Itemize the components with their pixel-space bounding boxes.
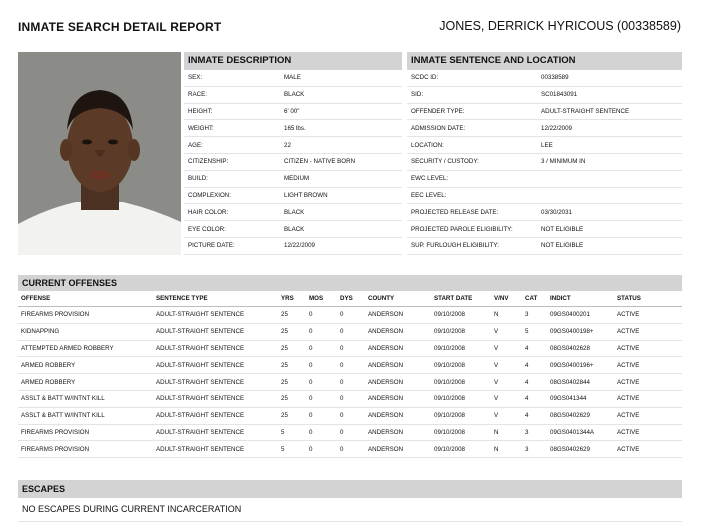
cell-years: 25	[281, 412, 288, 420]
cell-months: 0	[309, 412, 313, 420]
cell-months: 0	[309, 378, 313, 386]
cell-status: ACTIVE	[617, 311, 640, 319]
cell-offense: KIDNAPPING	[21, 328, 60, 336]
sentence-label: LOCATION:	[411, 141, 444, 149]
escapes-heading: ESCAPES	[18, 480, 682, 498]
cell-category: 4	[525, 361, 529, 369]
cell-indictment: 09GS041344	[550, 395, 587, 403]
cell-start-date: 09/10/2008	[434, 328, 465, 336]
sentence-label: ADMISSION DATE:	[411, 124, 466, 132]
sentence-row	[407, 154, 682, 171]
report-title: INMATE SEARCH DETAIL REPORT	[18, 20, 222, 34]
description-value: MEDIUM	[284, 175, 310, 183]
cell-months: 0	[309, 344, 313, 352]
column-header-sentence-type: SENTENCE TYPE	[156, 295, 208, 302]
cell-category: 4	[525, 395, 529, 403]
table-row	[18, 441, 682, 458]
current-offenses-heading: CURRENT OFFENSES	[18, 275, 682, 291]
sentence-value: SC01843091	[541, 91, 578, 99]
description-row	[184, 137, 402, 154]
cell-sentence-type: ADULT-STRAIGHT SENTENCE	[156, 445, 245, 453]
description-label: EYE COLOR:	[188, 225, 226, 233]
description-row	[184, 87, 402, 104]
sentence-label: SCDC ID:	[411, 74, 439, 82]
current-offenses-section	[18, 275, 682, 458]
cell-violent: V	[494, 344, 499, 352]
description-label: AGE:	[188, 141, 203, 149]
cell-start-date: 09/10/2008	[434, 445, 465, 453]
description-row	[184, 104, 402, 121]
cell-violent: V	[494, 395, 499, 403]
column-header-indictment: INDICT	[550, 295, 571, 302]
sentence-row	[407, 104, 682, 121]
cell-years: 25	[281, 378, 288, 386]
cell-status: ACTIVE	[617, 344, 640, 352]
description-label: CITIZENSHIP:	[188, 158, 229, 166]
cell-indictment: 09GS0400196+	[550, 361, 594, 369]
cell-county: ANDERSON	[368, 311, 404, 319]
cell-sentence-type: ADULT-STRAIGHT SENTENCE	[156, 344, 245, 352]
description-row	[184, 204, 402, 221]
sentence-label: SUP. FURLOUGH ELIGIBILITY:	[411, 242, 499, 250]
cell-status: ACTIVE	[617, 378, 640, 386]
cell-county: ANDERSON	[368, 445, 404, 453]
description-label: RACE:	[188, 91, 207, 99]
description-value: CITIZEN - NATIVE BORN	[284, 158, 356, 166]
description-value: BLACK	[284, 91, 305, 99]
sentence-label: PROJECTED PAROLE ELIGIBILITY:	[411, 225, 513, 233]
description-value: 22	[284, 141, 291, 149]
description-row	[184, 70, 402, 87]
cell-offense: FIREARMS PROVISION	[21, 445, 90, 453]
sentence-row	[407, 204, 682, 221]
table-row	[18, 425, 682, 442]
cell-days: 0	[340, 311, 344, 319]
cell-sentence-type: ADULT-STRAIGHT SENTENCE	[156, 428, 245, 436]
cell-offense: ATTEMPTED ARMED ROBBERY	[21, 344, 114, 352]
sentence-value: NOT ELIGIBLE	[541, 225, 584, 233]
cell-start-date: 09/10/2008	[434, 344, 465, 352]
sentence-row	[407, 221, 682, 238]
cell-start-date: 09/10/2008	[434, 361, 465, 369]
sentence-label: PROJECTED RELEASE DATE:	[411, 208, 499, 216]
cell-category: 4	[525, 344, 529, 352]
description-label: PICTURE DATE:	[188, 242, 235, 250]
cell-offense: FIREARMS PROVISION	[21, 311, 90, 319]
column-header-months: MOS	[309, 295, 324, 302]
cell-indictment: 08GS0402844	[550, 378, 590, 386]
description-value: BLACK	[284, 225, 305, 233]
cell-days: 0	[340, 445, 344, 453]
sentence-row	[407, 171, 682, 188]
cell-category: 4	[525, 378, 529, 386]
description-label: WEIGHT:	[188, 124, 214, 132]
cell-offense: ARMED ROBBERY	[21, 361, 76, 369]
cell-days: 0	[340, 361, 344, 369]
offenses-header-row	[18, 291, 682, 307]
sentence-value: 12/22/2009	[541, 124, 572, 132]
description-value: 6' 00"	[284, 107, 300, 115]
cell-months: 0	[309, 428, 313, 436]
cell-start-date: 09/10/2008	[434, 378, 465, 386]
cell-months: 0	[309, 395, 313, 403]
inmate-sentence-panel	[407, 52, 682, 255]
sentence-label: EWC LEVEL:	[411, 175, 449, 183]
table-row	[18, 307, 682, 324]
cell-offense: ASSLT & BATT W/INTNT KILL	[21, 395, 105, 403]
cell-status: ACTIVE	[617, 361, 640, 369]
column-header-years: YRS	[281, 295, 294, 302]
description-row	[184, 188, 402, 205]
table-row	[18, 357, 682, 374]
cell-years: 25	[281, 361, 288, 369]
cell-offense: ASSLT & BATT W/INTNT KILL	[21, 412, 105, 420]
cell-years: 5	[281, 445, 285, 453]
cell-days: 0	[340, 378, 344, 386]
cell-status: ACTIVE	[617, 328, 640, 336]
description-row	[184, 120, 402, 137]
cell-status: ACTIVE	[617, 395, 640, 403]
cell-indictment: 09GS0400201	[550, 311, 590, 319]
cell-start-date: 09/10/2008	[434, 311, 465, 319]
cell-category: 3	[525, 428, 529, 436]
cell-years: 25	[281, 328, 288, 336]
escapes-section	[18, 480, 682, 522]
description-label: HEIGHT:	[188, 107, 213, 115]
cell-status: ACTIVE	[617, 445, 640, 453]
cell-years: 25	[281, 311, 288, 319]
cell-years: 25	[281, 395, 288, 403]
cell-violent: V	[494, 361, 499, 369]
cell-status: ACTIVE	[617, 412, 640, 420]
cell-indictment: 09GS0400198+	[550, 328, 594, 336]
sentence-value: NOT ELIGIBLE	[541, 242, 584, 250]
cell-years: 5	[281, 428, 285, 436]
sentence-label: OFFENDER TYPE:	[411, 107, 465, 115]
cell-county: ANDERSON	[368, 378, 404, 386]
cell-sentence-type: ADULT-STRAIGHT SENTENCE	[156, 328, 245, 336]
sentence-label: EEC LEVEL:	[411, 191, 447, 199]
cell-county: ANDERSON	[368, 395, 404, 403]
cell-status: ACTIVE	[617, 428, 640, 436]
sentence-row	[407, 238, 682, 255]
description-label: COMPLEXION:	[188, 191, 231, 199]
sentence-row	[407, 120, 682, 137]
sentence-label: SECURITY / CUSTODY:	[411, 158, 479, 166]
sentence-row	[407, 70, 682, 87]
cell-days: 0	[340, 328, 344, 336]
cell-offense: ARMED ROBBERY	[21, 378, 76, 386]
cell-days: 0	[340, 412, 344, 420]
cell-indictment: 08GS0402629	[550, 412, 590, 420]
cell-months: 0	[309, 361, 313, 369]
description-row	[184, 238, 402, 255]
description-value: MALE	[284, 74, 301, 82]
cell-violent: V	[494, 412, 499, 420]
sentence-row	[407, 137, 682, 154]
table-row	[18, 374, 682, 391]
sentence-row	[407, 87, 682, 104]
cell-violent: N	[494, 311, 499, 319]
cell-category: 5	[525, 328, 529, 336]
cell-violent: V	[494, 328, 499, 336]
column-header-violent: V/NV	[494, 295, 509, 302]
cell-start-date: 09/10/2008	[434, 412, 465, 420]
cell-indictment: 09GS0401344A	[550, 428, 595, 436]
cell-sentence-type: ADULT-STRAIGHT SENTENCE	[156, 412, 245, 420]
cell-county: ANDERSON	[368, 412, 404, 420]
escapes-text: NO ESCAPES DURING CURRENT INCARCERATION	[18, 498, 682, 522]
cell-county: ANDERSON	[368, 428, 404, 436]
table-row	[18, 408, 682, 425]
cell-sentence-type: ADULT-STRAIGHT SENTENCE	[156, 361, 245, 369]
cell-sentence-type: ADULT-STRAIGHT SENTENCE	[156, 395, 245, 403]
inmate-photo	[18, 52, 181, 255]
column-header-status: STATUS	[617, 295, 641, 302]
cell-years: 25	[281, 344, 288, 352]
cell-sentence-type: ADULT-STRAIGHT SENTENCE	[156, 378, 245, 386]
cell-violent: N	[494, 428, 499, 436]
description-value: BLACK	[284, 208, 305, 216]
cell-indictment: 08GS0402628	[550, 344, 590, 352]
sentence-row	[407, 188, 682, 205]
column-header-county: COUNTY	[368, 295, 395, 302]
sentence-label: SID:	[411, 91, 424, 99]
description-label: HAIR COLOR:	[188, 208, 229, 216]
sentence-value: LEE	[541, 141, 553, 149]
sentence-value: 03/30/2031	[541, 208, 572, 216]
description-value: LIGHT BROWN	[284, 191, 328, 199]
cell-indictment: 08GS0402629	[550, 445, 590, 453]
sentence-value: 00338589	[541, 74, 569, 82]
table-row	[18, 391, 682, 408]
column-header-start-date: START DATE	[434, 295, 473, 302]
cell-category: 4	[525, 412, 529, 420]
cell-sentence-type: ADULT-STRAIGHT SENTENCE	[156, 311, 245, 319]
cell-offense: FIREARMS PROVISION	[21, 428, 90, 436]
column-header-days: DYS	[340, 295, 353, 302]
column-header-category: CAT	[525, 295, 538, 302]
cell-county: ANDERSON	[368, 328, 404, 336]
cell-county: ANDERSON	[368, 344, 404, 352]
inmate-description-heading: INMATE DESCRIPTION	[184, 52, 402, 70]
inmate-description-panel	[184, 52, 402, 255]
column-header-offense: OFFENSE	[21, 295, 51, 302]
cell-violent: N	[494, 445, 499, 453]
cell-category: 3	[525, 311, 529, 319]
cell-months: 0	[309, 445, 313, 453]
cell-start-date: 09/10/2008	[434, 395, 465, 403]
sentence-value: 3 / MINIMUM IN	[541, 158, 586, 166]
description-label: SEX:	[188, 74, 203, 82]
cell-days: 0	[340, 428, 344, 436]
description-row	[184, 154, 402, 171]
description-row	[184, 171, 402, 188]
cell-days: 0	[340, 344, 344, 352]
cell-category: 3	[525, 445, 529, 453]
cell-violent: V	[494, 378, 499, 386]
description-value: 12/22/2009	[284, 242, 315, 250]
description-label: BUILD:	[188, 175, 208, 183]
cell-county: ANDERSON	[368, 361, 404, 369]
table-row	[18, 341, 682, 358]
description-value: 165 lbs.	[284, 124, 306, 132]
cell-months: 0	[309, 328, 313, 336]
inmate-sentence-heading: INMATE SENTENCE AND LOCATION	[407, 52, 682, 70]
table-row	[18, 324, 682, 341]
sentence-value: ADULT-STRAIGHT SENTENCE	[541, 107, 630, 115]
inmate-name-id: JONES, DERRICK HYRICOUS (00338589)	[439, 19, 681, 33]
cell-days: 0	[340, 395, 344, 403]
cell-start-date: 09/10/2008	[434, 428, 465, 436]
description-row	[184, 221, 402, 238]
cell-months: 0	[309, 311, 313, 319]
